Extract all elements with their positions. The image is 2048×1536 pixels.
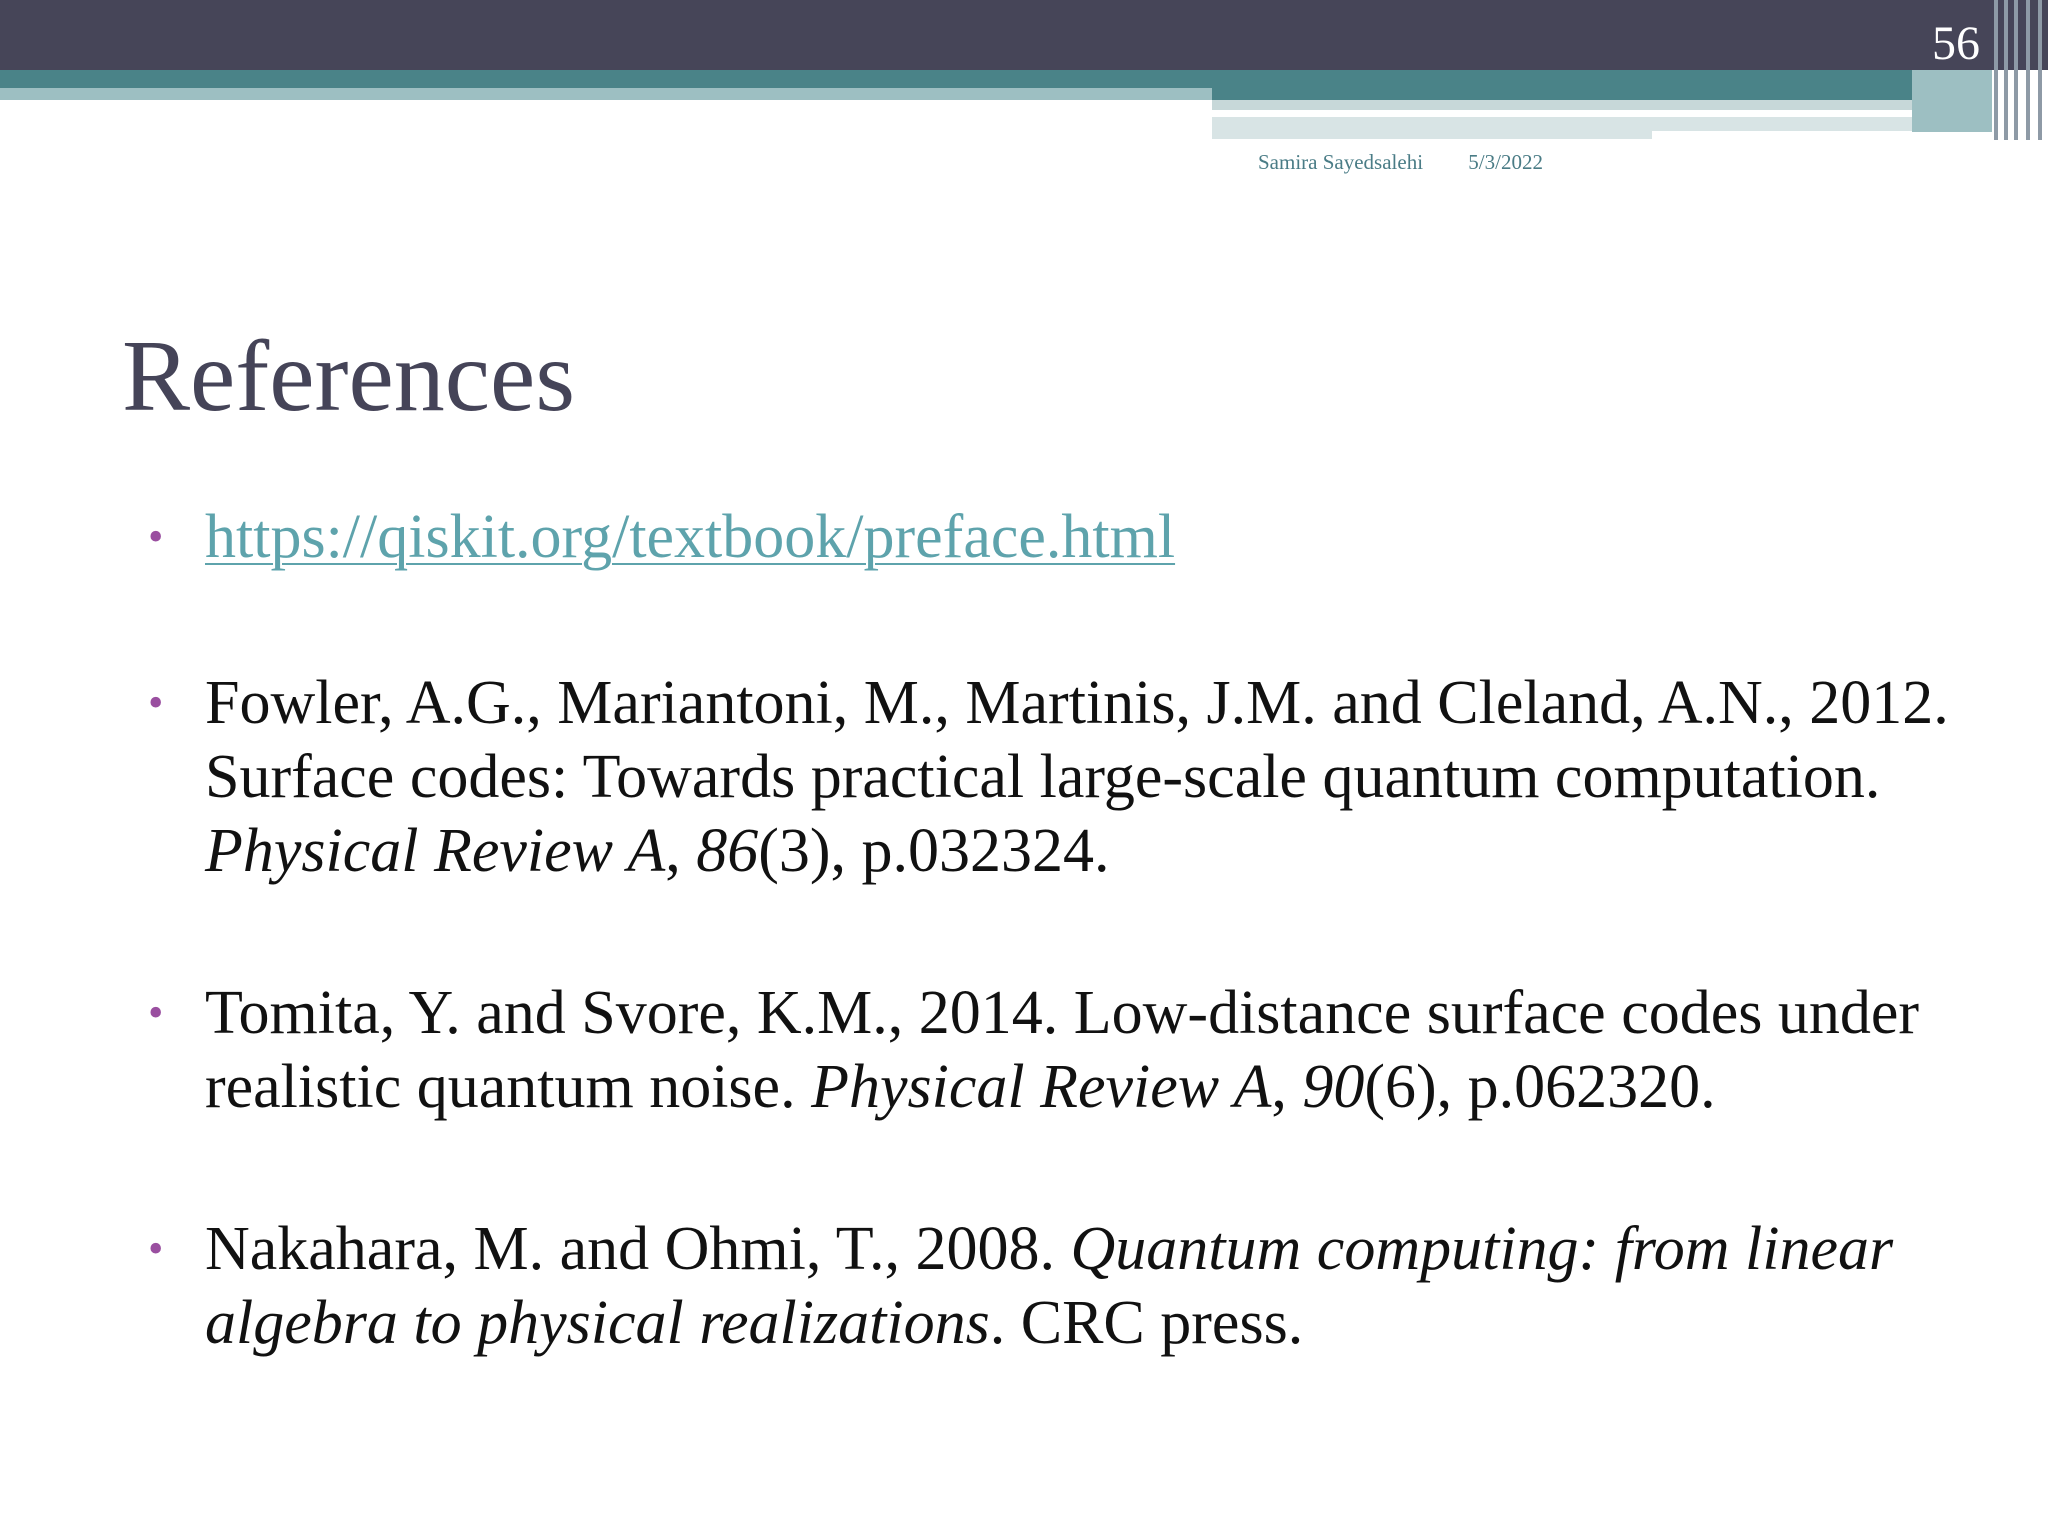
bullet-icon: • (148, 512, 164, 561)
bullet-icon: • (148, 988, 164, 1037)
reference-text: Tomita, Y. and Svore, K.M., 2014. Low-distance surface codes under realistic quantum noise. (205, 979, 1920, 1121)
reference-journal: Physical Review A (811, 1053, 1272, 1121)
reference-item (140, 666, 1960, 888)
header-vertical-stripes (1990, 0, 2048, 140)
header-band-light-left (0, 88, 1212, 100)
header-band-gray-right-lower (1212, 117, 1652, 139)
header-band-right-cap (1912, 70, 1992, 132)
reference-item (140, 1212, 1960, 1360)
slide-info (1258, 150, 1583, 175)
reference-item (140, 500, 1960, 574)
page-number: 56 (1932, 17, 1980, 70)
header-band-gray-right-lower-end (1652, 117, 1912, 131)
bullet-icon: • (148, 1224, 164, 1273)
header-band-white-line (1212, 110, 1898, 117)
slide-title: References (122, 320, 576, 433)
reference-text-end: (6), p.062320. (1364, 1053, 1716, 1121)
reference-link[interactable]: https://qiskit.org/textbook/preface.html (205, 503, 1176, 571)
header-band-teal-right (1212, 70, 1912, 100)
bullet-icon: • (148, 678, 164, 727)
reference-volume: 90 (1302, 1053, 1365, 1121)
reference-text-end: (3), p.032324. (758, 817, 1110, 885)
reference-item (140, 976, 1960, 1124)
reference-text-end: . CRC press. (989, 1289, 1304, 1357)
header-band-dark (0, 0, 2048, 70)
header-band-gray-right (1212, 100, 1912, 110)
references-list (140, 500, 1960, 1448)
reference-text: Nakahara, M. and Ohmi, T., 2008. (205, 1215, 1071, 1283)
reference-journal: Physical Review A (205, 817, 666, 885)
reference-text: Fowler, A.G., Mariantoni, M., Martinis, J.M. and Cleland, A.N., 2012. Surface codes: Towards practical large-scale quantum computation. (205, 669, 1949, 811)
reference-volume: 86 (696, 817, 759, 885)
header-band-teal-left (0, 70, 1212, 88)
reference-separator: , (665, 817, 697, 885)
reference-book-title: Quantum computing: from linear algebra to physical realizations (205, 1215, 1894, 1357)
reference-separator: , (1271, 1053, 1303, 1121)
slide-date: 5/3/2022 (1468, 150, 1543, 174)
author-name: Samira Sayedsalehi (1258, 150, 1424, 174)
